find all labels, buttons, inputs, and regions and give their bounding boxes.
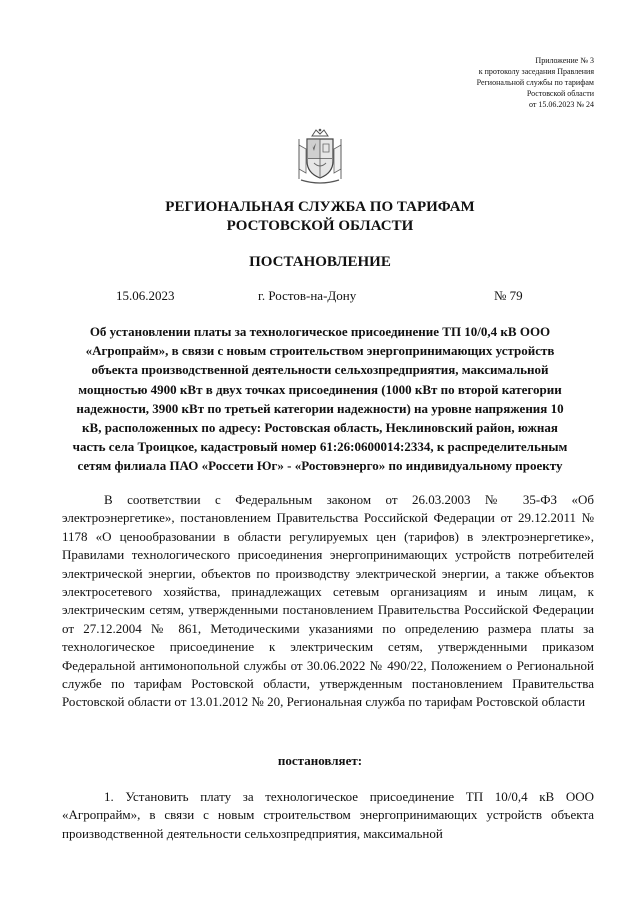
- document-city: г. Ростов-на-Дону: [258, 288, 357, 303]
- org-line-2: РОСТОВСКОЙ ОБЛАСТИ: [226, 218, 414, 234]
- org-line-1: РЕГИОНАЛЬНАЯ СЛУЖБА ПО ТАРИФАМ: [165, 199, 475, 215]
- resolution-item-1: 1. Установить плату за технологическое присоединение ТП 10/0,4 кВ ООО «Агропрайм», в связи с новым строительством энергопринимающих устройств объекта производственной деятельности сельхозпредприятия, максимальной: [62, 789, 594, 841]
- coat-of-arms-graphic: [290, 127, 350, 187]
- annex-line: Региональной службы по тарифам: [476, 78, 594, 87]
- resolution-heading: постановляет:: [277, 753, 363, 768]
- preamble-paragraph: В соответствии с Федеральным законом от 26.03.2003 № 35-ФЗ «Об электроэнергетике», постановлением Правительства Российской Федерации от 29.12.2011 № 1178 «О ценообразовании в области регулируемых цен (тарифов) в электроэнергетике», Правилами технологического присоединения энергопринимающих устройств потребителей электрической энергии, объектов по производству электрической энергии, а также объектов электросетевого хозяйства, принадлежащих сетевым организациям и иным лицам, к электрическим сетям, утвержденными постановлением Правительства Российской Федерации от 27.12.2004 № 861, Методическими указаниями по определению размера платы за технологическое присоединение к электрическим сетям, утвержденными приказом Федеральной антимонопольной службы от 30.06.2022 № 490/22, Положением о Региональной службе по тарифам Ростовской области, утвержденным постановлением Правительства Ростовской области от 13.01.2012 № 20, Региональная служба по тарифам Ростовской области: [62, 492, 594, 710]
- annex-line: к протоколу заседания Правления: [478, 67, 594, 76]
- document-number: № 79: [494, 288, 523, 303]
- annex-line: Ростовской области: [526, 89, 594, 98]
- document-subject: Об установлении платы за технологическое присоединение ТП 10/0,4 кВ ООО «Агропрайм», в связи с новым строительством энергопринимающих устройств объекта производственной деятельности сельхозпредприятия, максимальной мощностью 4900 кВт в двух точках присоединения (1000 кВт по второй категории надежности, 3900 кВт по третьей категории надежности) на уровне напряжения 10 кВ, расположенных по адресу: Ростовская область, Неклиновский район, южная часть села Троицкое, кадастровый номер 61:26:0600014:2334, к распределительным сетям филиала ПАО «Россети Юг» - «Ростовэнерго» по индивидуальному проекту: [72, 324, 568, 474]
- coat-of-arms-icon: [290, 127, 350, 187]
- annex-block: [394, 55, 594, 110]
- annex-line: Приложение № 3: [535, 56, 594, 65]
- organization-name: [0, 198, 640, 236]
- annex-line: от 15.06.2023 № 24: [528, 100, 594, 109]
- document-date: 15.06.2023: [116, 288, 175, 303]
- document-type: ПОСТАНОВЛЕНИЕ: [249, 254, 391, 270]
